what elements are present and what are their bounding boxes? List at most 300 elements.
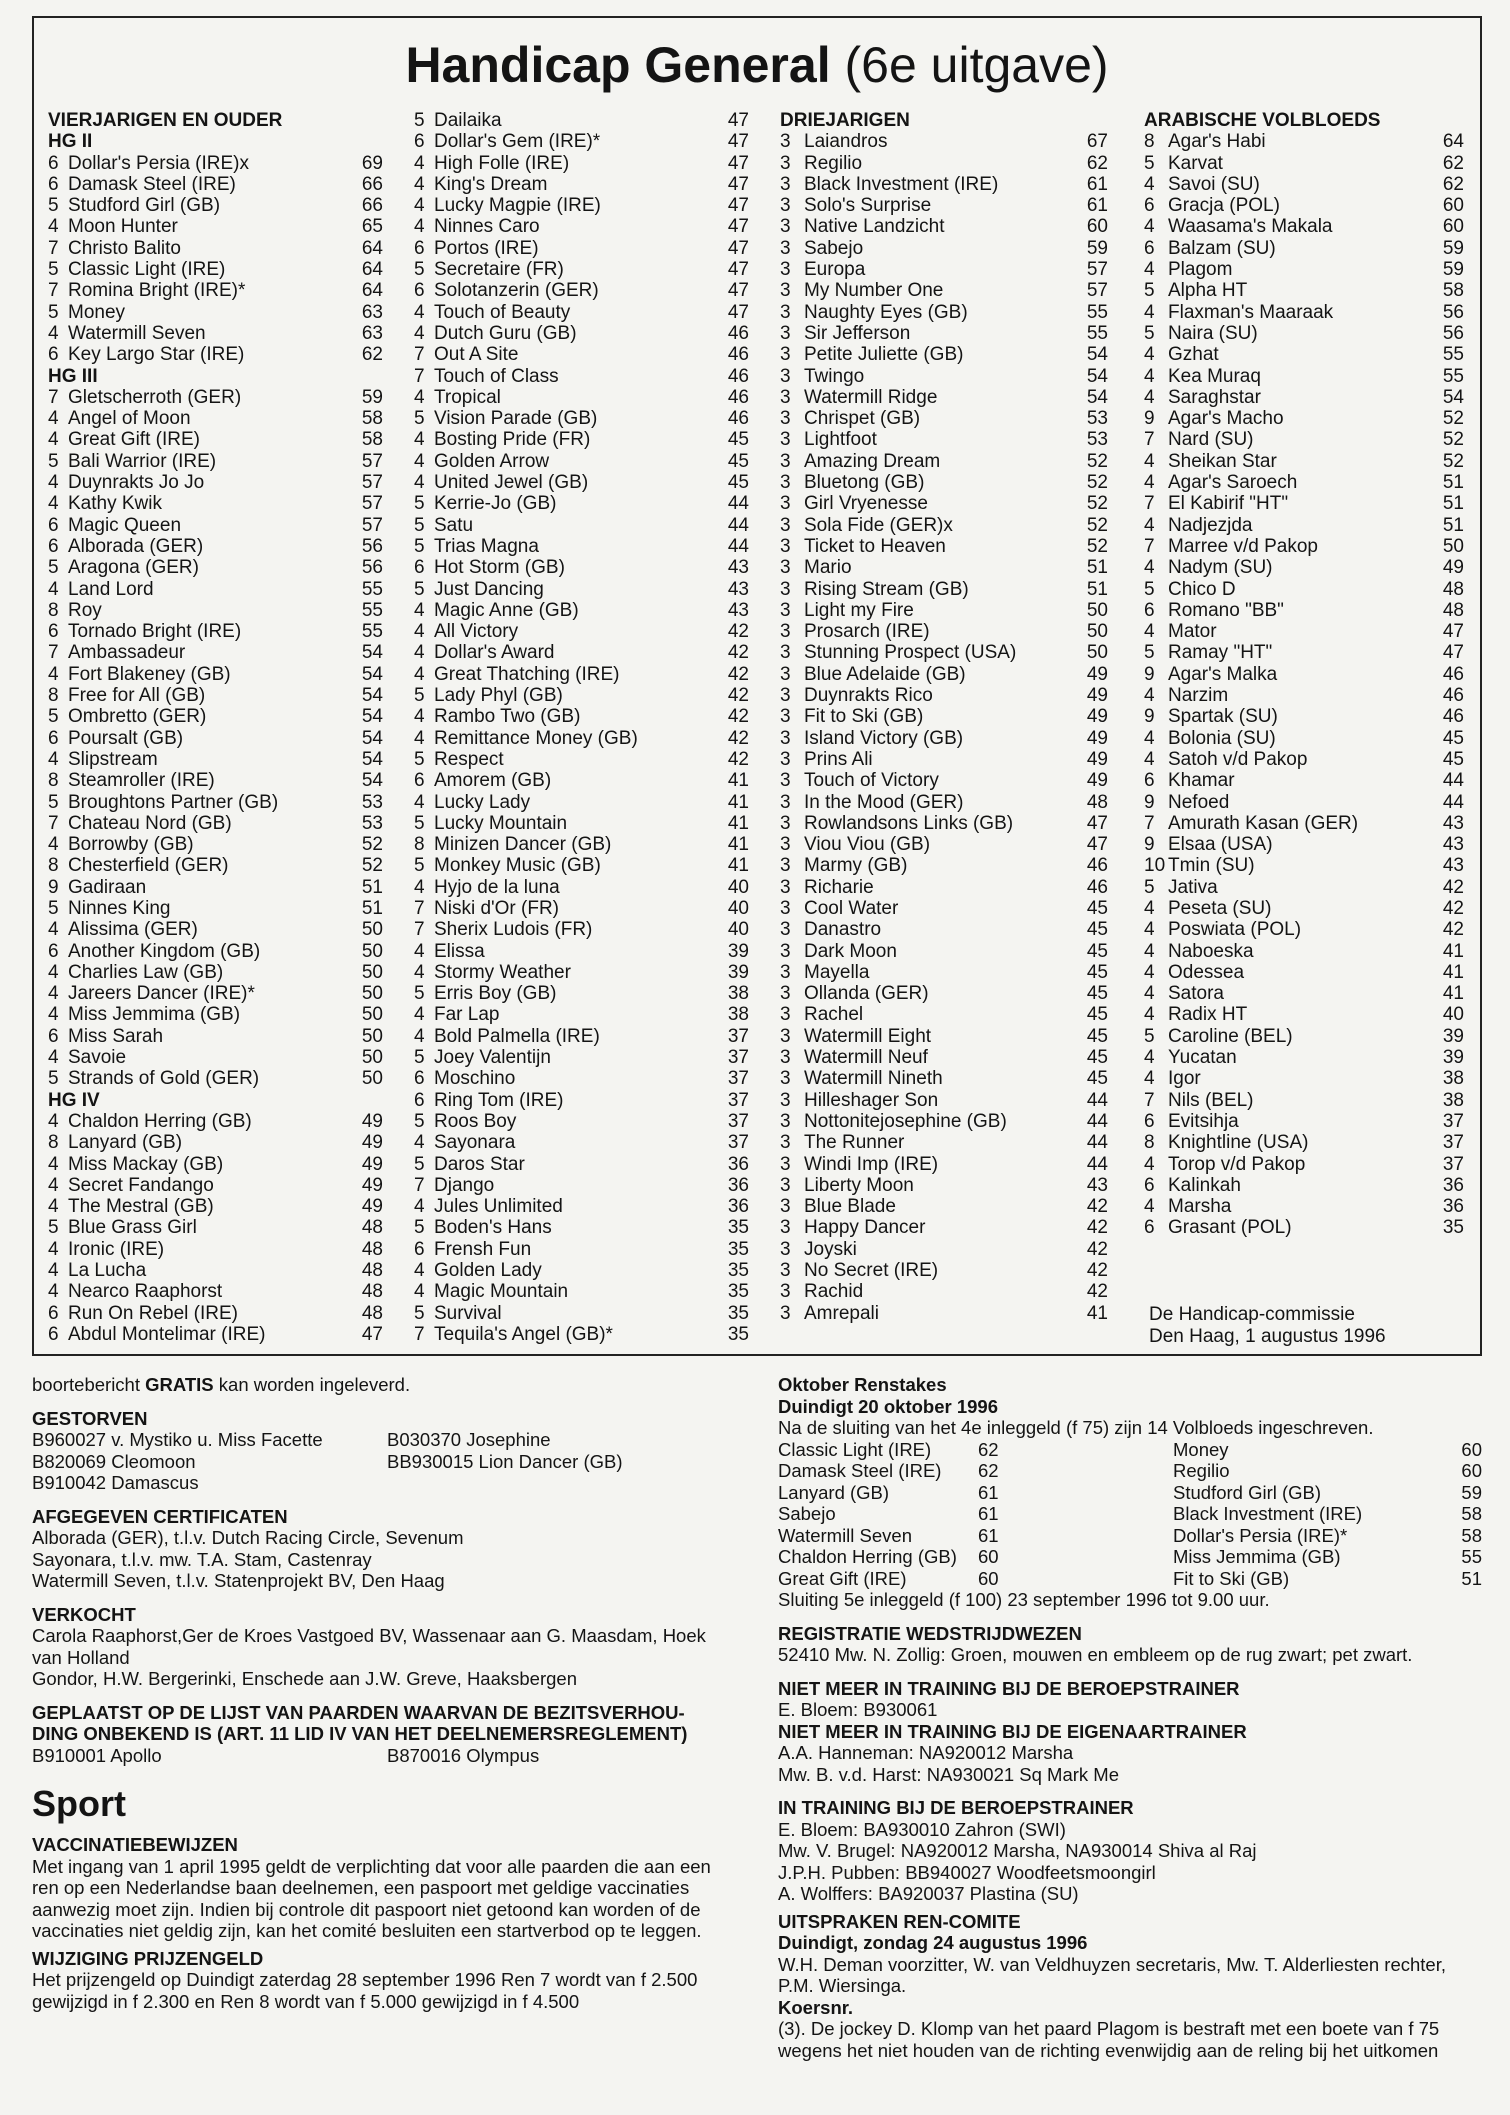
horse-row — [1144, 685, 1464, 706]
horse-rating: 54 — [1086, 365, 1108, 387]
renstakes-rating: 60 — [1461, 1438, 1482, 1460]
text-line: 52410 Mw. N. Zollig: Groen, mouwen en embleem op de rug zwart; pet zwart. — [778, 1644, 1413, 1665]
horse-age: 8 — [48, 855, 59, 877]
horse-name: Elissa — [434, 940, 485, 962]
horse-name: Petite Juliette (GB) — [804, 344, 964, 366]
horse-rating: 59 — [361, 386, 383, 408]
horse-name: Odessea — [1168, 961, 1245, 983]
horse-rating: 38 — [727, 1004, 749, 1026]
horse-name: High Folle (IRE) — [434, 152, 570, 174]
horse-rating: 52 — [1442, 429, 1464, 451]
horse-age: 3 — [780, 748, 791, 770]
horse-age: 6 — [48, 344, 59, 366]
horse-row — [780, 323, 1108, 344]
horse-name: Niski d'Or (FR) — [434, 897, 560, 919]
horse-row — [1144, 344, 1464, 365]
horse-name: All Victory — [434, 621, 519, 643]
horse-name: Sola Fide (GER)x — [804, 514, 953, 536]
section-subheading-uitspraken: Duindigt, zondag 24 augustus 1996 — [778, 1932, 1088, 1953]
renstakes-row — [778, 1503, 1482, 1525]
horse-name: Boden's Hans — [434, 1217, 552, 1239]
horse-rating: 52 — [1442, 408, 1464, 430]
horse-age: 8 — [48, 1132, 59, 1154]
horse-name: Radix HT — [1168, 1004, 1248, 1026]
handicap-table-box — [32, 16, 1482, 1356]
horse-name: Ombretto (GER) — [68, 706, 207, 728]
horse-name: Rachid — [804, 1281, 864, 1303]
horse-name: La Lucha — [68, 1260, 147, 1282]
horse-name: Narzim — [1168, 685, 1229, 707]
horse-rating: 39 — [1442, 1047, 1464, 1069]
horse-rating: 42 — [727, 642, 749, 664]
horse-row — [780, 983, 1108, 1004]
horse-rating: 47 — [727, 131, 749, 153]
horse-name: Agar's Malka — [1168, 663, 1278, 685]
horse-row — [780, 280, 1108, 301]
horse-row — [780, 216, 1108, 237]
horse-name: Romina Bright (IRE)* — [68, 280, 246, 302]
horse-age: 3 — [780, 1110, 791, 1132]
horse-rating: 43 — [1086, 1174, 1108, 1196]
horse-rating: 53 — [1086, 408, 1108, 430]
horse-age: 4 — [414, 1196, 425, 1218]
horse-name: Touch of Victory — [804, 770, 939, 792]
horse-age: 4 — [48, 983, 59, 1005]
horse-row — [1144, 472, 1464, 493]
horse-rating: 49 — [1086, 770, 1108, 792]
horse-row — [48, 1239, 383, 1260]
horse-row — [1144, 770, 1464, 791]
horse-rating: 64 — [361, 280, 383, 302]
horse-row — [48, 1196, 383, 1217]
renstakes-horse: Miss Jemmima (GB) — [1173, 1546, 1341, 1567]
horse-row — [414, 408, 749, 429]
horse-name: Golden Arrow — [434, 450, 550, 472]
horse-age: 5 — [414, 983, 425, 1005]
horse-rating: 50 — [1086, 599, 1108, 621]
page-title — [34, 36, 1480, 94]
horse-rating: 50 — [361, 1047, 383, 1069]
horse-rating: 42 — [1442, 876, 1464, 898]
horse-rating: 37 — [727, 1025, 749, 1047]
horse-age: 4 — [414, 429, 425, 451]
horse-name: Ollanda (GER) — [804, 983, 929, 1005]
horse-age: 6 — [414, 1238, 425, 1260]
horse-row — [414, 557, 749, 578]
section-heading-registratie: REGISTRATIE WEDSTRIJDWEZEN — [778, 1622, 1082, 1644]
horse-age: 4 — [1144, 450, 1155, 472]
horse-age: 5 — [48, 301, 59, 323]
renstakes-row — [778, 1525, 1482, 1547]
horse-name: Torop v/d Pakop — [1168, 1153, 1306, 1175]
horse-row — [780, 1217, 1108, 1238]
horse-rating: 47 — [727, 216, 749, 238]
horse-name: Borrowby (GB) — [68, 834, 194, 856]
horse-rating: 46 — [727, 386, 749, 408]
horse-name: Lucky Mountain — [434, 812, 568, 834]
horse-name: Touch of Beauty — [434, 301, 571, 323]
gestorven-row — [32, 1429, 744, 1451]
horse-name: Europa — [804, 259, 866, 281]
horse-age: 5 — [414, 578, 425, 600]
horse-rating: 50 — [361, 1025, 383, 1047]
horse-age: 7 — [48, 237, 59, 259]
horse-row — [1144, 1026, 1464, 1047]
horse-name: Minizen Dancer (GB) — [434, 834, 612, 856]
horse-name: Joey Valentijn — [434, 1047, 551, 1069]
horse-rating: 46 — [1086, 876, 1108, 898]
horse-row — [48, 919, 383, 940]
horse-rating: 57 — [361, 493, 383, 515]
horse-age: 3 — [780, 812, 791, 834]
horse-row — [48, 153, 383, 174]
horse-row — [48, 451, 383, 472]
horse-rating: 50 — [361, 983, 383, 1005]
renstakes-horse: Fit to Ski (GB) — [1173, 1567, 1290, 1589]
horse-age: 3 — [780, 535, 791, 557]
horse-name: Nottonitejosephine (GB) — [804, 1110, 1007, 1132]
column-heading: HG II — [48, 131, 93, 153]
horse-age: 4 — [1144, 557, 1155, 579]
horse-rating: 36 — [1442, 1196, 1464, 1218]
horse-rating: 69 — [361, 152, 383, 174]
horse-row — [1144, 451, 1464, 472]
horse-age: 4 — [1144, 472, 1155, 494]
horse-name: Dark Moon — [804, 940, 897, 962]
gestorven-entry: BB930015 Lion Dancer (GB) — [387, 1450, 623, 1472]
horse-row — [1144, 664, 1464, 685]
horse-name: Mator — [1168, 621, 1217, 643]
horse-age: 5 — [414, 259, 425, 281]
horse-row — [1144, 216, 1464, 237]
horse-age: 5 — [1144, 322, 1155, 344]
text-line: W.H. Deman voorzitter, W. van Veldhuyzen secretaris, Mw. T. Alderliesten rechter, — [778, 1953, 1446, 1975]
horse-row — [1144, 1217, 1464, 1238]
gestorven-entry: B820069 Cleomoon — [32, 1450, 196, 1472]
horse-name: Great Thatching (IRE) — [434, 663, 620, 685]
horse-rating: 35 — [727, 1302, 749, 1324]
horse-row — [48, 770, 383, 791]
renstakes-horse: Great Gift (IRE) — [778, 1567, 907, 1589]
horse-row — [1144, 131, 1464, 152]
horse-rating: 47 — [361, 1323, 383, 1345]
horse-age: 7 — [1144, 535, 1155, 557]
horse-age: 3 — [780, 961, 791, 983]
horse-row — [1144, 941, 1464, 962]
horse-name: Poursalt (GB) — [68, 727, 184, 749]
horse-name: Flaxman's Maaraak — [1168, 301, 1334, 323]
horse-row — [780, 1154, 1108, 1175]
horse-row — [780, 1239, 1108, 1260]
horse-name: Rowlandsons Links (GB) — [804, 812, 1014, 834]
horse-row — [780, 302, 1108, 323]
horse-rating: 45 — [1086, 1047, 1108, 1069]
horse-row — [48, 962, 383, 983]
horse-rating: 42 — [1086, 1217, 1108, 1239]
horse-name: Light my Fire — [804, 599, 914, 621]
horse-row — [48, 1260, 383, 1281]
horse-rating: 45 — [1442, 727, 1464, 749]
horse-rating: 40 — [727, 919, 749, 941]
renstakes-rating: 61 — [978, 1503, 999, 1524]
horse-age: 7 — [1144, 493, 1155, 515]
horse-name: Kalinkah — [1168, 1174, 1241, 1196]
horse-age: 4 — [48, 1174, 59, 1196]
horse-rating: 35 — [1442, 1217, 1464, 1239]
horse-name: Bosting Pride (FR) — [434, 429, 591, 451]
horse-name: Out A Site — [434, 344, 519, 366]
horse-name: Frensh Fun — [434, 1238, 532, 1260]
horse-name: Jareers Dancer (IRE)* — [68, 983, 255, 1005]
horse-row — [1144, 515, 1464, 536]
horse-row — [780, 1111, 1108, 1132]
horse-rating: 45 — [1442, 748, 1464, 770]
horse-row — [414, 195, 749, 216]
horse-row — [1144, 429, 1464, 450]
horse-rating: 54 — [1086, 344, 1108, 366]
horse-name: Tmin (SU) — [1168, 855, 1255, 877]
horse-rating: 49 — [361, 1196, 383, 1218]
horse-age: 3 — [780, 1025, 791, 1047]
horse-age: 3 — [780, 685, 791, 707]
renstakes-horse: Damask Steel (IRE) — [778, 1460, 942, 1481]
horse-row — [780, 1260, 1108, 1281]
horse-name: Moon Hunter — [68, 216, 178, 238]
horse-row — [48, 579, 383, 600]
horse-age: 3 — [780, 493, 791, 515]
horse-age: 8 — [1144, 1132, 1155, 1154]
horse-rating: 35 — [727, 1323, 749, 1345]
signature-line: De Handicap-commissie — [1149, 1304, 1355, 1325]
horse-rating: 55 — [1086, 322, 1108, 344]
horse-name: Watermill Seven — [68, 322, 206, 344]
horse-rating: 41 — [727, 834, 749, 856]
horse-age: 4 — [1144, 365, 1155, 387]
horse-rating: 44 — [1442, 791, 1464, 813]
title-edition: (6e uitgave) — [844, 37, 1109, 93]
horse-row — [780, 792, 1108, 813]
horse-rating: 55 — [1442, 344, 1464, 366]
horse-age: 7 — [414, 897, 425, 919]
horse-age: 4 — [1144, 259, 1155, 281]
horse-rating: 39 — [727, 940, 749, 962]
horse-row — [1144, 1047, 1464, 1068]
horse-age: 4 — [414, 301, 425, 323]
horse-name: Kerrie-Jo (GB) — [434, 493, 557, 515]
horse-rating: 55 — [361, 621, 383, 643]
horse-name: Naughty Eyes (GB) — [804, 301, 968, 323]
horse-age: 3 — [780, 663, 791, 685]
horse-rating: 51 — [1086, 578, 1108, 600]
horse-age: 4 — [48, 1110, 59, 1132]
horse-rating: 36 — [727, 1196, 749, 1218]
horse-rating: 48 — [361, 1217, 383, 1239]
horse-row — [48, 302, 383, 323]
horse-name: Bolonia (SU) — [1168, 727, 1276, 749]
horse-rating: 51 — [361, 876, 383, 898]
horse-row — [48, 1068, 383, 1089]
horse-name: Slipstream — [68, 748, 158, 770]
horse-row — [48, 557, 383, 578]
horse-row — [414, 855, 749, 876]
horse-row — [780, 344, 1108, 365]
horse-age: 4 — [1144, 301, 1155, 323]
section-subheading-oktober: Duindigt 20 oktober 1996 — [778, 1395, 998, 1417]
horse-rating: 47 — [727, 259, 749, 281]
horse-rating: 37 — [727, 1089, 749, 1111]
horse-row — [780, 536, 1108, 557]
horse-age: 4 — [48, 1260, 59, 1282]
horse-row — [780, 770, 1108, 791]
horse-row — [1144, 728, 1464, 749]
horse-row — [780, 1175, 1108, 1196]
horse-rating: 44 — [1086, 1110, 1108, 1132]
horse-age: 6 — [414, 1089, 425, 1111]
horse-name: Agar's Macho — [1168, 408, 1284, 430]
horse-name: Kea Muraq — [1168, 365, 1261, 387]
horse-age: 6 — [1144, 770, 1155, 792]
horse-name: Marmy (GB) — [804, 855, 908, 877]
horse-rating: 42 — [1086, 1260, 1108, 1282]
horse-row — [414, 1068, 749, 1089]
horse-name: Caroline (BEL) — [1168, 1025, 1293, 1047]
horse-age: 7 — [1144, 429, 1155, 451]
horse-rating: 46 — [1442, 663, 1464, 685]
horse-row — [1144, 898, 1464, 919]
horse-age: 5 — [48, 897, 59, 919]
horse-row — [414, 493, 749, 514]
horse-row — [48, 855, 383, 876]
renstakes-rating: 61 — [978, 1524, 999, 1546]
horse-age: 3 — [780, 770, 791, 792]
gestorven-entry: B960027 v. Mystiko u. Miss Facette — [32, 1429, 323, 1450]
section-heading-niet-eigenaar: NIET MEER IN TRAINING BIJ DE EIGENAARTRAINER — [778, 1720, 1247, 1742]
horse-name: Lucky Magpie (IRE) — [434, 195, 601, 217]
horse-row — [414, 536, 749, 557]
horse-rating: 40 — [1442, 1004, 1464, 1026]
horse-rating: 49 — [361, 1110, 383, 1132]
horse-rating: 47 — [1442, 642, 1464, 664]
horse-name: Marree v/d Pakop — [1168, 535, 1318, 557]
horse-name: The Runner — [804, 1132, 905, 1154]
horse-row — [780, 515, 1108, 536]
horse-rating: 62 — [1442, 152, 1464, 174]
horse-name: Strands of Gold (GER) — [68, 1068, 260, 1090]
text-line: Mw. B. v.d. Harst: NA930021 Sq Mark Me — [778, 1763, 1120, 1785]
horse-name: Tequila's Angel (GB)* — [434, 1323, 613, 1345]
horse-age: 4 — [1144, 919, 1155, 941]
horse-row — [414, 153, 749, 174]
horse-rating: 41 — [1442, 983, 1464, 1005]
horse-rating: 54 — [361, 685, 383, 707]
signature-block — [1149, 1304, 1386, 1348]
horse-rating: 42 — [727, 748, 749, 770]
horse-rating: 50 — [361, 940, 383, 962]
horse-rating: 41 — [1442, 940, 1464, 962]
horse-age: 4 — [1144, 961, 1155, 983]
horse-name: Tropical — [434, 386, 501, 408]
horse-age: 7 — [414, 919, 425, 941]
horse-row — [48, 408, 383, 429]
horse-name: Danastro — [804, 919, 882, 941]
horse-rating: 45 — [727, 450, 749, 472]
horse-row — [414, 1260, 749, 1281]
horse-age: 3 — [780, 1281, 791, 1303]
horse-rating: 49 — [1442, 557, 1464, 579]
horse-rating: 54 — [1442, 386, 1464, 408]
horse-age: 6 — [48, 1323, 59, 1345]
horse-rating: 42 — [727, 663, 749, 685]
horse-age: 4 — [1144, 386, 1155, 408]
horse-row — [780, 153, 1108, 174]
text-line: van Holland — [32, 1646, 130, 1668]
horse-row — [48, 1132, 383, 1153]
horse-row — [414, 792, 749, 813]
horse-name: Far Lap — [434, 1004, 500, 1026]
horse-rating: 56 — [1442, 301, 1464, 323]
horse-name: Satu — [434, 514, 474, 536]
horse-row — [414, 429, 749, 450]
horse-rating: 58 — [361, 408, 383, 430]
horse-rating: 36 — [1442, 1174, 1464, 1196]
horse-rating: 44 — [727, 535, 749, 557]
horse-age: 6 — [48, 535, 59, 557]
horse-row — [780, 1004, 1108, 1025]
horse-rating: 52 — [1086, 472, 1108, 494]
horse-row — [414, 706, 749, 727]
renstakes-rating: 60 — [978, 1567, 999, 1589]
horse-age: 6 — [48, 1025, 59, 1047]
horse-rating: 40 — [727, 876, 749, 898]
horse-row — [780, 664, 1108, 685]
horse-age: 4 — [48, 1004, 59, 1026]
horse-rating: 43 — [1442, 834, 1464, 856]
renstakes-row — [778, 1546, 1482, 1568]
section-heading-gestorven: GESTORVEN — [32, 1407, 148, 1429]
renstakes-rating: 58 — [1461, 1524, 1482, 1546]
horse-age: 3 — [780, 1132, 791, 1154]
horse-row — [414, 579, 749, 600]
horse-age: 5 — [48, 195, 59, 217]
horse-name: Erris Boy (GB) — [434, 983, 557, 1005]
horse-age: 4 — [414, 706, 425, 728]
horse-rating: 55 — [361, 578, 383, 600]
horse-rating: 48 — [361, 1238, 383, 1260]
horse-age: 4 — [1144, 748, 1155, 770]
horse-age: 4 — [414, 450, 425, 472]
horse-age: 5 — [1144, 876, 1155, 898]
text-line: aanwezig moet zijn. Indien bij controle dit paspoort niet getoond kan worden of de — [32, 1898, 701, 1920]
horse-name: Yucatan — [1168, 1047, 1237, 1069]
horse-rating: 44 — [1086, 1132, 1108, 1154]
horse-name: Island Victory (GB) — [804, 727, 964, 749]
horse-age: 4 — [414, 216, 425, 238]
horse-row — [1144, 408, 1464, 429]
horse-age: 3 — [780, 919, 791, 941]
horse-row — [780, 749, 1108, 770]
horse-age: 5 — [1144, 152, 1155, 174]
horse-name: Monkey Music (GB) — [434, 855, 601, 877]
horse-rating: 50 — [361, 1004, 383, 1026]
horse-row — [414, 515, 749, 536]
horse-age: 4 — [48, 1281, 59, 1303]
horse-age: 5 — [1144, 1025, 1155, 1047]
horse-rating: 41 — [727, 770, 749, 792]
horse-age: 4 — [48, 322, 59, 344]
horse-age: 5 — [48, 557, 59, 579]
column-heading: ARABISCHE VOLBLOEDS — [1144, 110, 1381, 131]
horse-rating: 41 — [727, 812, 749, 834]
